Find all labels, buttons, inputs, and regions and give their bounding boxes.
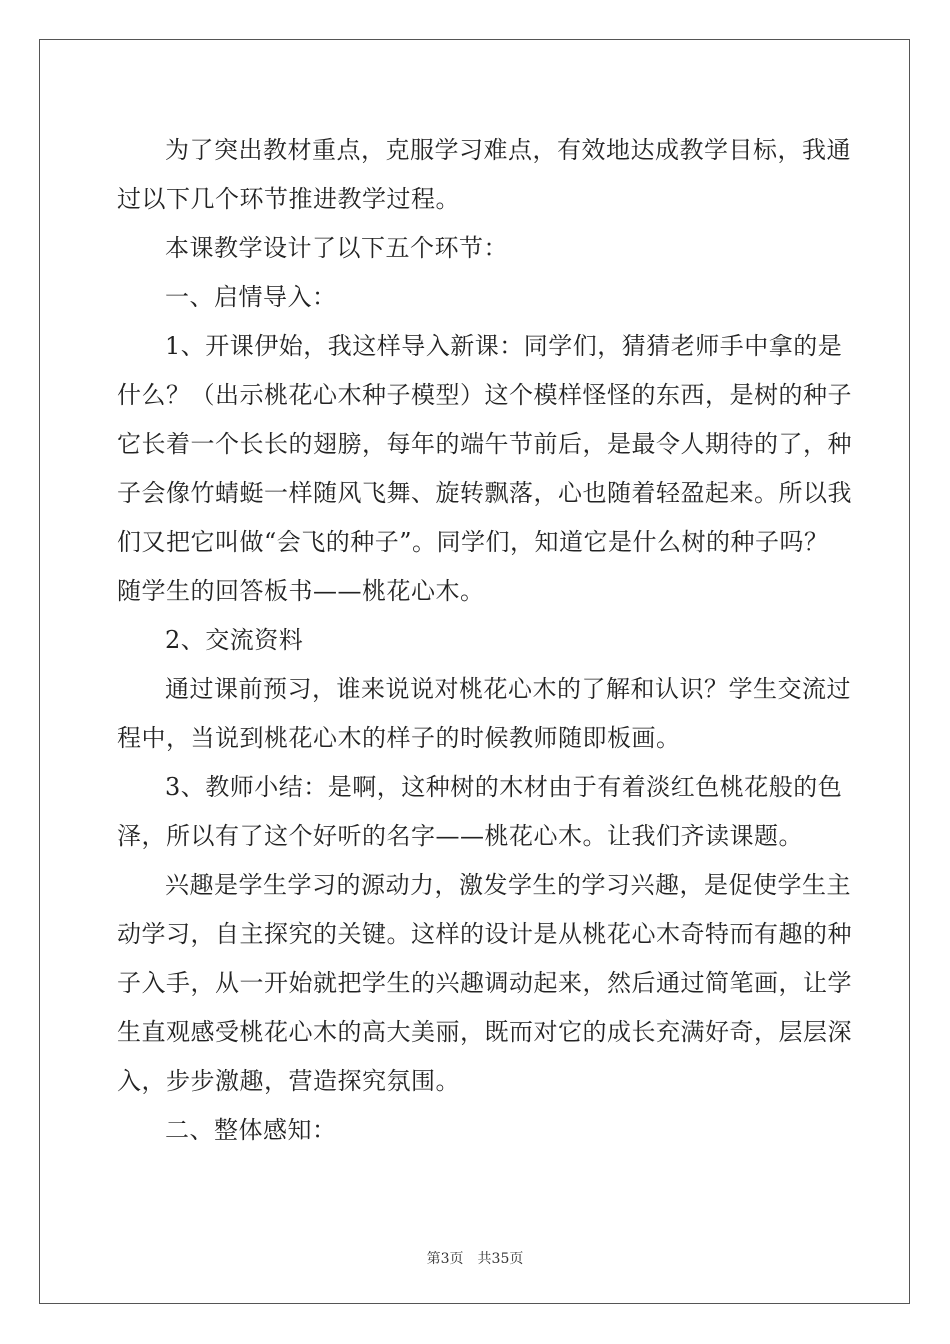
- text-line: 入，步步激趣，营造探究氛围。: [117, 1067, 460, 1095]
- text-line: 生直观感受桃花心木的高大美丽，既而对它的成长充满好奇，层层深: [117, 1018, 852, 1046]
- page-footer: [0, 1248, 950, 1268]
- text-line: 子入手，从一开始就把学生的兴趣调动起来，然后通过简笔画，让学: [117, 969, 852, 997]
- text-line: 程中，当说到桃花心木的样子的时候教师随即板画。: [117, 724, 681, 752]
- text-line: 它长着一个长长的翅膀，每年的端午节前后，是最令人期待的了，种: [117, 430, 852, 458]
- document-body: [117, 126, 852, 1155]
- text-line: 一、启情导入：: [165, 283, 337, 311]
- text-line: 过以下几个环节推进教学过程。: [117, 185, 460, 213]
- text-line: 泽，所以有了这个好听的名字——桃花心木。让我们齐读课题。: [117, 822, 803, 850]
- text-line: 1、开课伊始，我这样导入新课：同学们，猜猜老师手中拿的是: [165, 332, 843, 360]
- text-line: 通过课前预习，谁来说说对桃花心木的了解和认识？学生交流过: [165, 675, 851, 703]
- total-pages-label: 共35页: [477, 1251, 524, 1267]
- text-line: 子会像竹蜻蜓一样随风飞舞、旋转飘落，心也随着轻盈起来。所以我: [117, 479, 852, 507]
- text-line: 二、整体感知：: [165, 1116, 337, 1144]
- text-line: 们又把它叫做“会飞的种子”。同学们，知道它是什么树的种子吗？: [117, 528, 829, 556]
- current-page-label: 第3页: [426, 1251, 464, 1267]
- text-line: 2、交流资料: [165, 626, 304, 654]
- text-line: 动学习，自主探究的关键。这样的设计是从桃花心木奇特而有趣的种: [117, 920, 852, 948]
- text-line: 为了突出教材重点，克服学习难点，有效地达成教学目标，我通: [165, 136, 851, 164]
- text-line: 兴趣是学生学习的源动力，激发学生的学习兴趣，是促使学生主: [165, 871, 851, 899]
- text-line: 3、教师小结：是啊，这种树的木材由于有着淡红色桃花般的色: [165, 773, 843, 801]
- text-line: 本课教学设计了以下五个环节：: [165, 234, 508, 262]
- text-line: 什么？（出示桃花心木种子模型）这个模样怪怪的东西，是树的种子: [117, 381, 852, 409]
- text-line: 随学生的回答板书——桃花心木。: [117, 577, 485, 605]
